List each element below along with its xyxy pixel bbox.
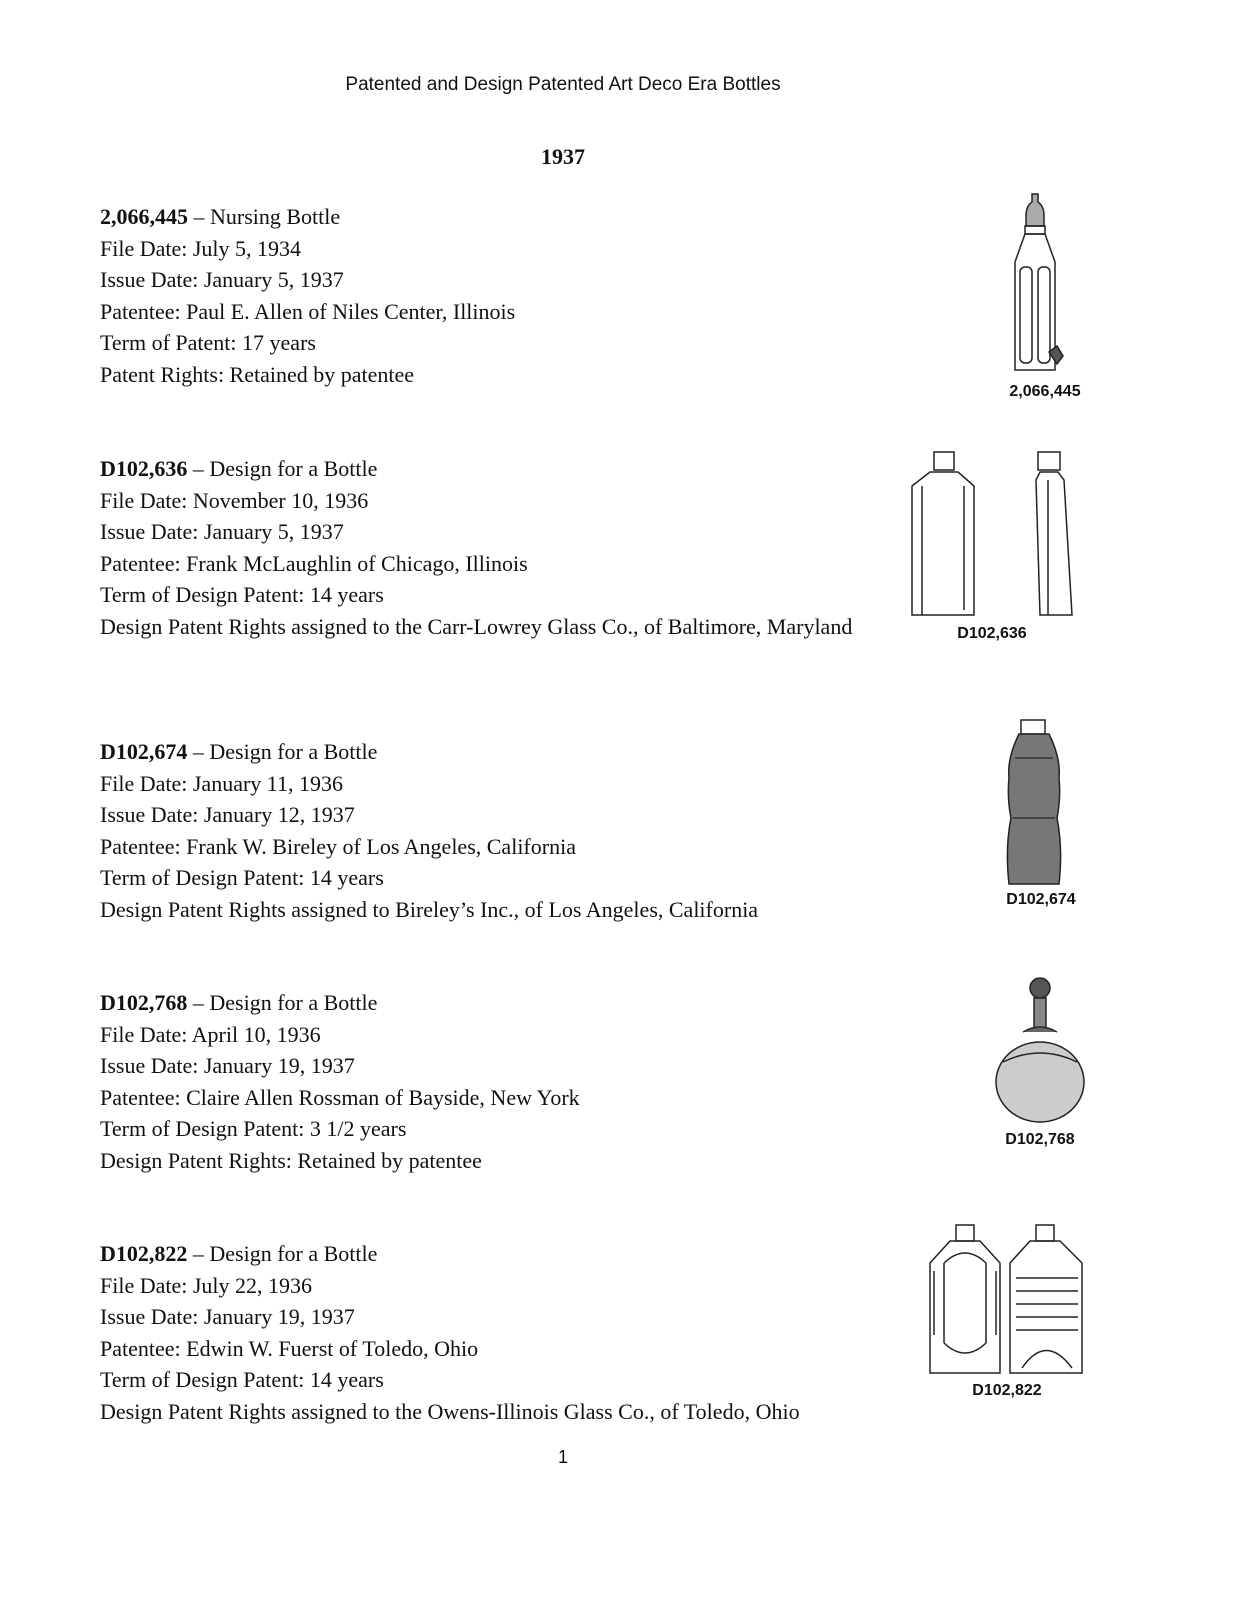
patentee: Patentee: Paul E. Allen of Niles Center, Illinois [100,298,516,324]
figure-caption: D102,674 [1006,891,1076,908]
patent-entry [100,736,880,925]
term: Term of Patent: 17 years [100,330,316,355]
term: Term of Design Patent: 3 1/2 years [100,1116,407,1141]
rights: Design Patent Rights: Retained by patentee [100,1147,482,1173]
term: Term of Design Patent: 14 years [100,1367,384,1392]
patent-title: – Design for a Bottle [187,739,378,764]
figure-caption: 2,066,445 [1009,383,1081,400]
rights: Patent Rights: Retained by patentee [100,361,415,387]
issue-date: Issue Date: January 5, 1937 [100,519,344,544]
issue-date: Issue Date: January 19, 1937 [100,1053,355,1078]
patent-title: – Nursing Bottle [188,204,341,229]
patent-entry [100,453,880,642]
file-date: File Date: January 11, 1936 [100,770,343,796]
term: Term of Design Patent: 14 years [100,582,384,607]
rights: Design Patent Rights assigned to Bireley’s Inc., of Los Angeles, California [100,896,759,922]
figure-caption: D102,636 [957,625,1027,642]
file-date: File Date: November 10, 1936 [100,487,369,513]
bottle-design-illustration [993,974,1088,1126]
patentee: Patentee: Frank W. Bireley of Los Angeles, California [100,833,576,859]
page-number: 1 [557,1447,568,1467]
running-header: Patented and Design Patented Art Deco Era Bottles [345,74,781,95]
section-year-heading: 1937 [541,144,585,169]
file-date: File Date: April 10, 1936 [100,1021,321,1047]
figure-caption: D102,822 [972,1382,1042,1399]
patent-entry [100,1238,880,1427]
rights: Design Patent Rights assigned to the Owens-Illinois Glass Co., of Toledo, Ohio [100,1398,800,1424]
patent-number: D102,822 [100,1241,188,1266]
file-date: File Date: July 22, 1936 [100,1272,313,1298]
issue-date: Issue Date: January 19, 1937 [100,1304,355,1329]
term: Term of Design Patent: 14 years [100,865,384,890]
patent-number: 2,066,445 [100,204,188,229]
patent-title: – Design for a Bottle [187,990,378,1015]
patent-number: D102,768 [100,990,188,1015]
patent-title: – Design for a Bottle [187,1241,378,1266]
patentee: Patentee: Edwin W. Fuerst of Toledo, Ohio [100,1335,479,1361]
file-date: File Date: July 5, 1934 [100,235,302,261]
patent-title: – Design for a Bottle [187,456,378,481]
figure-caption: D102,768 [1005,1131,1075,1148]
patent-number: D102,636 [100,456,188,481]
rights: Design Patent Rights assigned to the Carr-Lowrey Glass Co., of Baltimore, Maryland [100,613,853,639]
nursing-bottle-illustration [1005,192,1065,377]
patentee: Patentee: Claire Allen Rossman of Bayside, New York [100,1084,580,1110]
issue-date: Issue Date: January 12, 1937 [100,802,355,827]
patentee: Patentee: Frank McLaughlin of Chicago, Illinois [100,550,528,576]
patent-number: D102,674 [100,739,188,764]
bottle-design-illustration [926,1223,1088,1381]
issue-date: Issue Date: January 5, 1937 [100,267,344,292]
bottle-design-illustration [908,450,1083,620]
bottle-design-illustration [1003,718,1065,888]
patent-entry [100,987,880,1176]
patent-entry [100,201,880,390]
